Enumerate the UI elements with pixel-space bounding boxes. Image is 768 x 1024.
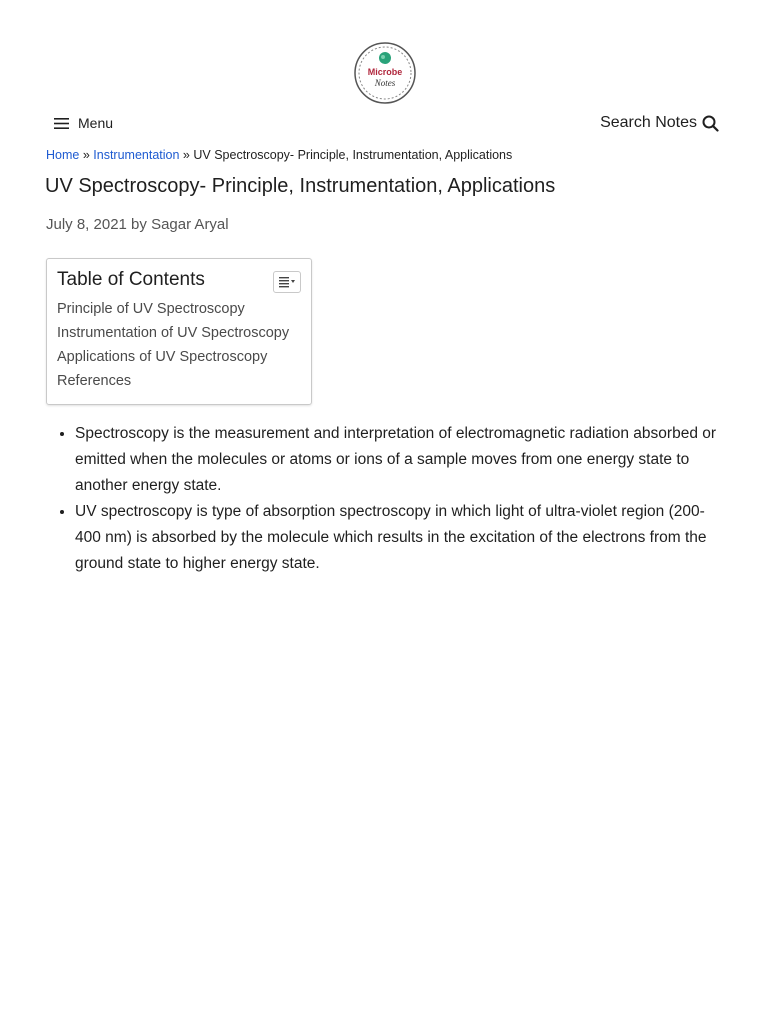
search-icon xyxy=(702,115,719,132)
menu-button[interactable] xyxy=(54,113,113,133)
toc-item-instrumentation[interactable]: Instrumentation of UV Spectroscopy xyxy=(57,325,290,341)
toc-toggle-button[interactable] xyxy=(273,271,301,293)
toc-item-principle[interactable]: Principle of UV Spectroscopy xyxy=(57,301,245,317)
logo-text-top: Microbe xyxy=(367,67,403,77)
content-bullet: • UV spectroscopy is type of absorption spectroscopy in which light of ultra-violet region (200-400 nm) is absorbed by the molecule which results in the excitation of the electrons from the ground state to higher energy state. xyxy=(75,499,729,577)
toc-list xyxy=(57,297,301,393)
menu-label: Menu xyxy=(78,115,114,131)
site-logo[interactable] xyxy=(353,41,417,105)
breadcrumb-current: UV Spectroscopy- Principle, Instrumentation, Applications xyxy=(193,148,513,162)
page-title: UV Spectroscopy- Principle, Instrumentation, Applications xyxy=(45,175,556,197)
logo-text-bottom: Notes xyxy=(374,78,396,88)
article-meta: July 8, 2021 by Sagar Aryal xyxy=(46,216,229,233)
toc-item-applications[interactable]: Applications of UV Spectroscopy xyxy=(57,349,268,365)
hamburger-icon xyxy=(54,117,69,130)
toc-title: Table of Contents xyxy=(57,269,205,290)
content-bullet: • Spectroscopy is the measurement and interpretation of electromagnetic radiation absorbed or emitted when the molecules or atoms or ions of a sample moves from one energy state to another energy state. xyxy=(75,421,729,499)
content-bullet-list xyxy=(57,421,729,577)
breadcrumb-category-link[interactable]: Instrumentation xyxy=(93,148,180,162)
toc-item-references[interactable]: References xyxy=(57,373,132,389)
table-of-contents xyxy=(46,258,312,405)
search-button[interactable] xyxy=(600,112,719,134)
breadcrumb-home-link[interactable]: Home xyxy=(46,148,80,162)
article-content xyxy=(57,421,729,577)
breadcrumb xyxy=(46,148,726,162)
toc-list-icon xyxy=(279,276,295,288)
breadcrumb-separator: » xyxy=(82,148,90,162)
search-label: Search Notes xyxy=(600,114,697,131)
breadcrumb-separator: » xyxy=(182,148,190,162)
